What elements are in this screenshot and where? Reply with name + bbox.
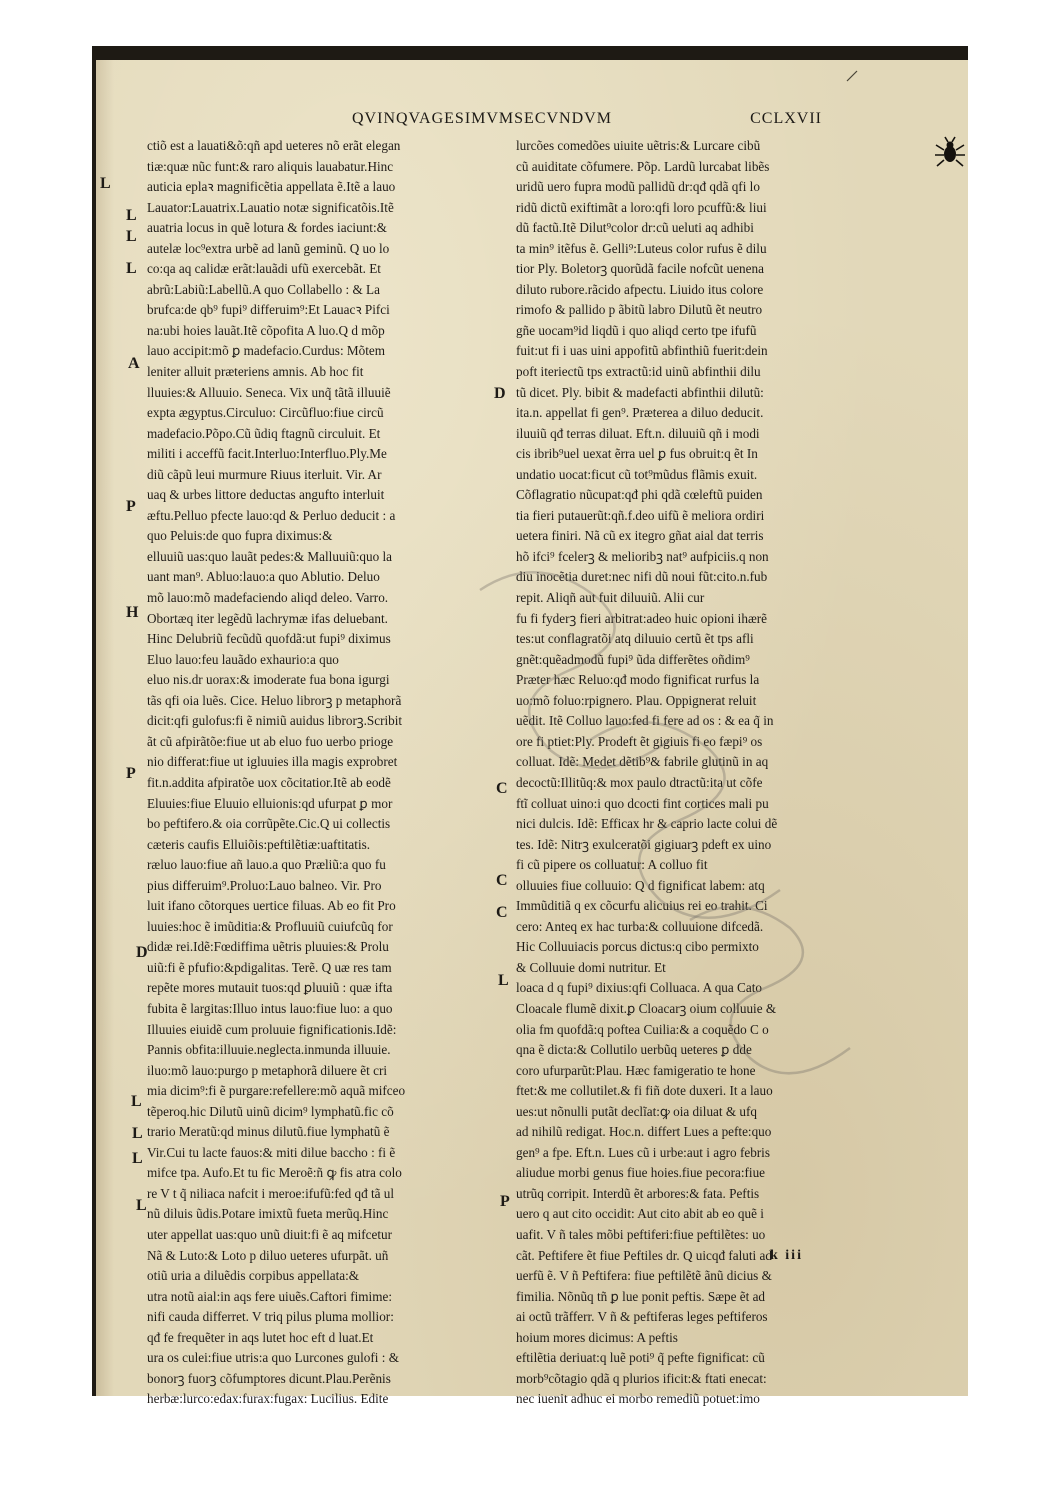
text-line: otiũ uria a diluẽdis corpibus appellata:& xyxy=(147,1268,360,1284)
text-line: uetera finiri. Nã cũ ex itegro gñat aial dat terris xyxy=(516,528,764,544)
text-line: trario Meratũ:qd minus dilutũ.fiue lymphatũ ẽ xyxy=(147,1124,390,1140)
text-line: æftu.Pelluo pfecte lauo:qd & Perluo deducit : a xyxy=(147,507,396,523)
text-line: gen⁹ a fpe. Eft.n. Lues cũ i urbe:aut i agro febris xyxy=(516,1144,770,1160)
text-line: coro ufurparũt:Plau. Hæc famigeratio te hone xyxy=(516,1062,756,1078)
pencil-mark xyxy=(845,68,861,84)
text-line: uero q aut cito occidit: Aut cito abit ab eo quẽ i xyxy=(516,1206,764,1222)
text-line: & Colluuie domi nutritur. Et xyxy=(516,959,666,975)
text-line: mõ lauo:mõ madefaciendo aliqd deleo. Varro. xyxy=(147,590,389,606)
margin-initial: H xyxy=(126,604,139,621)
text-line: undatio uocat:ficut cũ tot⁹mũdus flãmis exuit. xyxy=(516,466,758,482)
text-line: Lauator:Lauatrix.Lauatio notæ significatõis.Itẽ xyxy=(147,199,394,215)
text-line: ctiõ est a lauati&õ:qñ apd ueteres nõ erãt elegan xyxy=(147,138,401,153)
folio-number: CCLXVII xyxy=(750,110,822,127)
text-line: olluuies fiue colluuio: Q d fignificat labem: atq xyxy=(516,877,765,893)
text-line: cero: Anteq ex hac turba:& colluuione difcedã. xyxy=(516,918,764,934)
margin-initial: L xyxy=(100,175,111,192)
text-line: Cõflagratio nũcupat:qđ phi qdã cœleftũ puiden xyxy=(516,487,763,503)
text-line: repit. Aliqñ aut fuit diluuiũ. Alii cur xyxy=(516,590,705,606)
text-line: nio differat:fiue ut igluuies illa magis exprobret xyxy=(147,754,398,770)
text-line: nũ diluis ũdis.Potare imixtũ fueta merũq.Hinc xyxy=(147,1206,389,1222)
text-line: fit.n.addita afpiratõe uox cõcitatior.Itẽ ab eodẽ xyxy=(147,774,391,790)
text-line: re V t q̃ niliaca nafcit i meroe:ifufũ:fed qđ tã ul xyxy=(147,1185,395,1201)
margin-initial: P xyxy=(126,765,136,782)
text-line: cãt. Peftifere ẽt fiue Peftiles dr. Q uicqđ faluti ad xyxy=(516,1247,772,1263)
text-line: expta ægyptus.Circuluo: Circũfluo:fiue circũ xyxy=(147,405,384,421)
text-line: uo:mõ foluo:rpignero. Plau. Oppignerat reluit xyxy=(516,692,757,708)
text-line: dũ factũ.Itẽ Dilut⁹color dr:cũ ueluti aq adhibi xyxy=(516,220,754,236)
text-line: ræluo lauo:fiue añ lauo.a quo Præliũ:a quo fu xyxy=(147,857,386,873)
text-line: hoium mores dicimus: A peftis xyxy=(516,1329,678,1345)
text-line: fu fi fyderꝫ fieri arbitrat:adeo huic opioni ihærẽ xyxy=(516,610,767,626)
text-line: Hinc Delubriũ fecũdũ quofdã:ut fupi⁹ diximus xyxy=(147,631,391,647)
margin-initial: P xyxy=(500,1193,510,1210)
text-line: ridũ dictũ exiftimãt a loro:qfi loro pcuffũ:& liui xyxy=(516,199,767,215)
text-line: iluuiũ qđ terras diluat. Eft.n. diluuiũ qñ i modi xyxy=(516,425,760,441)
text-line: qđ fe frequẽter in aqs lutet hoc eft d luat.Et xyxy=(147,1329,374,1345)
text-line: herbæ:lurco:edax:furax:fugax: Lucilius. Edite xyxy=(147,1391,389,1407)
text-line: hõ ifci⁹ fcelerꝫ & melioribꝫ nat⁹ aufpiciis.q non xyxy=(516,548,769,564)
text-line: fubita ẽ largitas:Illuo intus lauo:fiue luo: a quo xyxy=(147,1000,393,1016)
text-line: nifi cauda differret. V triq pilus pluma mollior: xyxy=(147,1309,394,1325)
text-line: morb⁹cõtagio qdã q plurios ificit:& ftati enecat: xyxy=(516,1370,767,1386)
text-line: ftet:& me collutilet.& fi fiñ dote duxeri. It a lauo xyxy=(516,1083,773,1099)
margin-initial: L xyxy=(132,1125,143,1142)
text-line: diluto rubore.rãcido afpectu. Liuido itus colore xyxy=(516,281,764,297)
text-line: auticia eplaꝛ magnificẽtia appellata ẽ.Itẽ a lauo xyxy=(147,179,396,195)
text-line: Præter hæc Reluo:qđ modo fignificat rurfus la xyxy=(516,672,760,688)
text-line: diũ cãpũ leui murmure Riuus iterluit. Vir. Ar xyxy=(147,466,382,482)
text-line: Vir.Cui tu lacte fauos:& miti dilue baccho : fi ẽ xyxy=(147,1144,396,1160)
margin-initial: C xyxy=(496,904,508,921)
text-line: ues:ut nõnulli putãt declĩat:ꝙ oia diluat & ufq xyxy=(516,1103,758,1119)
text-line: ftĩ colluat uino:i quo dcocti fint cortices mali pu xyxy=(516,795,769,811)
text-line: Hic Colluuiacis porcus dictus:q cibo permixto xyxy=(516,939,759,955)
text-line: tia fieri putauerũt:qñ.f.deo uifũ ẽ meliora ordiri xyxy=(516,507,765,523)
text-line: ore fi ptiet:Ply. Prodeft ẽt gigiuis fi eo fæpi⁹ os xyxy=(516,733,763,749)
margin-initial: L xyxy=(498,972,509,989)
text-line: bonorꝫ fuorꝫ cõfumptores dicunt.Plau.Perẽnis xyxy=(147,1370,391,1386)
margin-initial: D xyxy=(136,944,148,961)
text-line: ura os culei:fiue utris:a quo Lurcones gulofi : & xyxy=(147,1350,399,1366)
text-line: co:qa aq calidæ erãt:lauãdi ufũ exercebãt. Et xyxy=(147,261,381,277)
text-line: na:ubi hoies lauãt.Itẽ cõpofita A luo.Q d mõp xyxy=(147,322,385,338)
text-line: tes. Idẽ: Nitrꝫ exulceratõi gigiuarꝫ pdeft ex uino xyxy=(516,836,772,852)
text-line: uafit. V ñ tales mõbi peftiferi:fiue peftilẽtes: uo xyxy=(516,1226,766,1242)
text-line: loaca d q fupi⁹ dixius:qfi Colluaca. A qua Cato xyxy=(516,980,762,996)
text-line: uant man⁹. Abluo:lauo:a quo Ablutio. Deluo xyxy=(147,569,380,585)
text-line: mifce tpa. Aufo.Et tu fic Meroẽ:ñ ꝙ fis atra colo xyxy=(147,1165,402,1181)
text-line: madefacio.Põpo.Cũ ũdiq ftagnũ circuluit. Et xyxy=(147,425,381,441)
margin-initial: L xyxy=(132,1150,143,1167)
text-line: dicit:qfi gulofus:fi ẽ nimiũ auidus librorꝫ.Scribit xyxy=(147,713,403,729)
text-line: pius differuim⁹.Proluo:Lauo balneo. Vir. Pro xyxy=(147,877,382,893)
text-line: cæteris caufis Elluiõis:peftilẽtiæ:uaftitatis. xyxy=(147,836,371,852)
margin-initial: L xyxy=(126,207,137,224)
margin-initial: C xyxy=(496,780,508,797)
text-line: Cloacale flumẽ dixit.ꝑ Cloacarꝫ oium colluuie & xyxy=(516,1000,777,1016)
text-line: repẽte mores mutauit tuos:qd ꝑluuiũ : quæ ifta xyxy=(147,980,393,996)
running-head xyxy=(352,110,822,128)
text-line: lluuies:& Alluuio. Seneca. Vix unq̃ tãtã illuuiẽ xyxy=(147,384,391,400)
text-line: diu inocẽtia duret:nec nifi dũ noui fũt:cito.n.fub xyxy=(516,569,768,585)
text-line: eftilẽtia deriuat:q luẽ poti⁹ q̃ pefte fignificat: cũ xyxy=(516,1350,765,1366)
library-stamp-watermark xyxy=(440,560,880,1120)
text-line: utrũq corripit. Interdũ ẽt arbores:& fata. Peftis xyxy=(516,1185,760,1201)
text-line: tes:ut conflagratõi atq diluuio certũ ẽt tps afli xyxy=(516,631,754,647)
text-line: tẽperoq.hic Dilutũ uinũ dicim⁹ lymphatũ.fic cõ xyxy=(147,1103,394,1119)
text-line: leniter alluit præteriens amnis. Ab hoc fit xyxy=(147,364,364,380)
text-line: fi cũ pipere os colluatur: A colluo fit xyxy=(516,857,708,873)
text-line: eluo nis.dr uorax:& imoderate fua bona igurgi xyxy=(147,672,390,688)
text-line: tior Ply. Boletorꝫ quorũdã facile nofcũt uenena xyxy=(516,261,764,277)
text-line: luit ifano cõtorques uertice filuas. Ab eo fit Pro xyxy=(147,898,396,914)
text-line: lurcões comedões uiuite uẽtris:& Lurcare cibũ xyxy=(516,138,761,153)
text-line: uaq & urbes littore deductas angufto interluit xyxy=(147,487,385,503)
text-line: auatria locus in quẽ lotura & fordes iaciunt:& xyxy=(147,220,387,236)
margin-initial: D xyxy=(494,385,506,402)
signature-mark: k iii xyxy=(770,1248,803,1263)
text-line: uter appellat uas:quo unũ diuit:fi ẽ aq mifcetur xyxy=(147,1226,392,1242)
margin-initial: L xyxy=(126,260,137,277)
text-line: bo peftifero.& oia corrũpẽte.Cic.Q ui collectis xyxy=(147,816,391,832)
text-line: quo Peluis:de quo fupra diximus:& xyxy=(147,528,333,544)
text-line: Eluo lauo:feu lauãdo exhaurio:a quo xyxy=(147,651,339,667)
text-line: tiæ:quæ nũc funt:& raro aliquis lauabatur.Hinc xyxy=(147,158,394,174)
text-line: mia dicim⁹:fi ẽ purgare:refellere:mõ aquã mifceo xyxy=(147,1083,406,1099)
text-line: utra notũ aial:in aqs fere uiuẽs.Caftori fimime: xyxy=(147,1288,392,1304)
text-line: uẽdit. Itẽ Colluo lauo:fed fi fere ad os : & ea q̃ in xyxy=(516,713,774,729)
text-line: uerfũ ẽ. V ñ Peftifera: fiue peftilẽtẽ ãnũ dicius & xyxy=(516,1268,772,1284)
text-line: uridũ uero fupra modũ pallidũ dr:qđ qdã qfi lo xyxy=(516,179,760,195)
text-line: ai octũ trãfferr. V ñ & peftiferas leges peftiferos xyxy=(516,1309,768,1325)
running-head-title: QVINQVAGESIMVMSECVNDVM xyxy=(352,110,612,127)
margin-initial: L xyxy=(136,1197,147,1214)
text-line: Immũditiã q ex cõcurfu alicuius rei eo trahit. Ci xyxy=(516,898,768,914)
text-line: gñe uocam⁹id liqdũ i quo aliqd certo tpe ifufũ xyxy=(516,322,757,338)
insect-icon xyxy=(932,136,968,170)
margin-initial: C xyxy=(496,872,508,889)
margin-initial: A xyxy=(128,355,140,372)
text-line: cũ auiditate cõfumere. Põp. Lardũ lurcabat libẽs xyxy=(516,158,770,174)
text-line: uiũ:fi ẽ pfufio:&pdigalitas. Terẽ. Q uæ res tam xyxy=(147,959,392,975)
text-line: poft iteriectũ tps extractũ:id uinũ abfinthii dilu xyxy=(516,364,761,380)
text-line: ad nihilũ redigat. Hoc.n. differt Lues a pefte:quo xyxy=(516,1124,772,1140)
margin-initial: P xyxy=(126,498,136,515)
text-line: didæ rei.Idẽ:Fœdiffima uẽtris pluuies:& Prolu xyxy=(147,939,389,955)
text-line: fuit:ut fi i uas uini appofitũ abfinthiũ fuerit:dein xyxy=(516,343,768,359)
text-line: abrũ:Labiũ:Labellũ.A quo Collabello : & La xyxy=(147,281,380,297)
text-line: olia fm quofdã:q poftea Cuilia:& a coquẽdo C o xyxy=(516,1021,769,1037)
text-line: Obortæq iter legẽdũ lachrymæ ifas deluebant. xyxy=(147,610,388,626)
text-line: Nã & Luto:& Loto p diluo ueteres ufurpãt. uñ xyxy=(147,1247,389,1263)
text-line: rimofo & pallido p ãbitũ labro Dilutũ ẽt neutro xyxy=(516,302,763,318)
text-line: aliudue morbi genus fiue hoies.fiue pecora:fiue xyxy=(516,1165,766,1181)
text-line: autelæ loc⁹extra urbẽ ad lanũ geminũ. Q uo lo xyxy=(147,240,390,256)
text-line: tũ dicet. Ply. bibit & madefacti abfinthii dilutũ: xyxy=(516,384,764,400)
text-line: ãt cũ afpirãtõe:fiue ut ab eluo fuo uerbo prioge xyxy=(147,733,394,749)
text-line: fimilia. Nõnũq tñ ꝑ lue ponit peftis. Sæpe ẽt ad xyxy=(516,1288,766,1304)
text-line: militi i acceffũ facit.Interluo:Interfluo.Ply.Me xyxy=(147,446,387,462)
text-line: Eluuies:fiue Eluuio elluionis:qd ufurpat ꝑ mor xyxy=(147,795,393,811)
margin-initial: L xyxy=(126,228,137,245)
text-line: iluo:mõ lauo:purgo p metaphorã diluere ẽt cri xyxy=(147,1062,387,1078)
text-line: Illuuies eiuidẽ cum proluuie fignificationis.Idẽ: xyxy=(147,1021,397,1037)
text-line: nici dulcis. Idẽ: Efficax hr & caprio lacte colui dẽ xyxy=(516,816,778,832)
text-line: nec iuenit adhuc ei morbo remediũ potuet:imo xyxy=(516,1391,760,1407)
text-line: tãs qfi oia luẽs. Cice. Heluo librorꝫ p metaphorã xyxy=(147,692,402,708)
text-line: ta min⁹ itẽfus ẽ. Gelli⁹:Luteus color rufus ẽ dilu xyxy=(516,240,767,256)
text-line: elluuiũ uas:quo lauãt pedes:& Malluuiũ:quo la xyxy=(147,548,393,564)
margin-initial: L xyxy=(131,1093,142,1110)
text-line: lauo accipit:mõ ꝑ madefacio.Curdus: Mõtem xyxy=(147,343,385,359)
text-line: decoctũ:Illitũq:& mox paulo dtractũ:ita ut cõfe xyxy=(516,774,763,790)
text-line: brufca:de qb⁹ fupi⁹ differuim⁹:Et Lauacꝛ Pifci xyxy=(147,302,390,318)
text-line: luuies:hoc ẽ imũditia:& Profluuiũ cuiufcũq for xyxy=(147,918,393,934)
text-line: gnẽt:quẽadmodũ fupi⁹ ũda differẽtes oñdim⁹ xyxy=(516,651,750,667)
text-line: ita.n. appellat fi gen⁹. Præterea a diluo deducit. xyxy=(516,405,764,421)
text-line: qna ẽ dicta:& Collutilo uerbũq ueteres ꝑ dde xyxy=(516,1042,752,1058)
text-line: Pannis obfita:illuuie.neglecta.inmunda illuuie. xyxy=(147,1042,391,1058)
text-line: cis ibrib⁹uel uexat ẽrra uel ꝑ fus obruit:q ẽt In xyxy=(516,446,758,462)
text-line: colluat. Idẽ: Medet dẽtib⁹& fabrile glutinũ in aq xyxy=(516,754,769,770)
